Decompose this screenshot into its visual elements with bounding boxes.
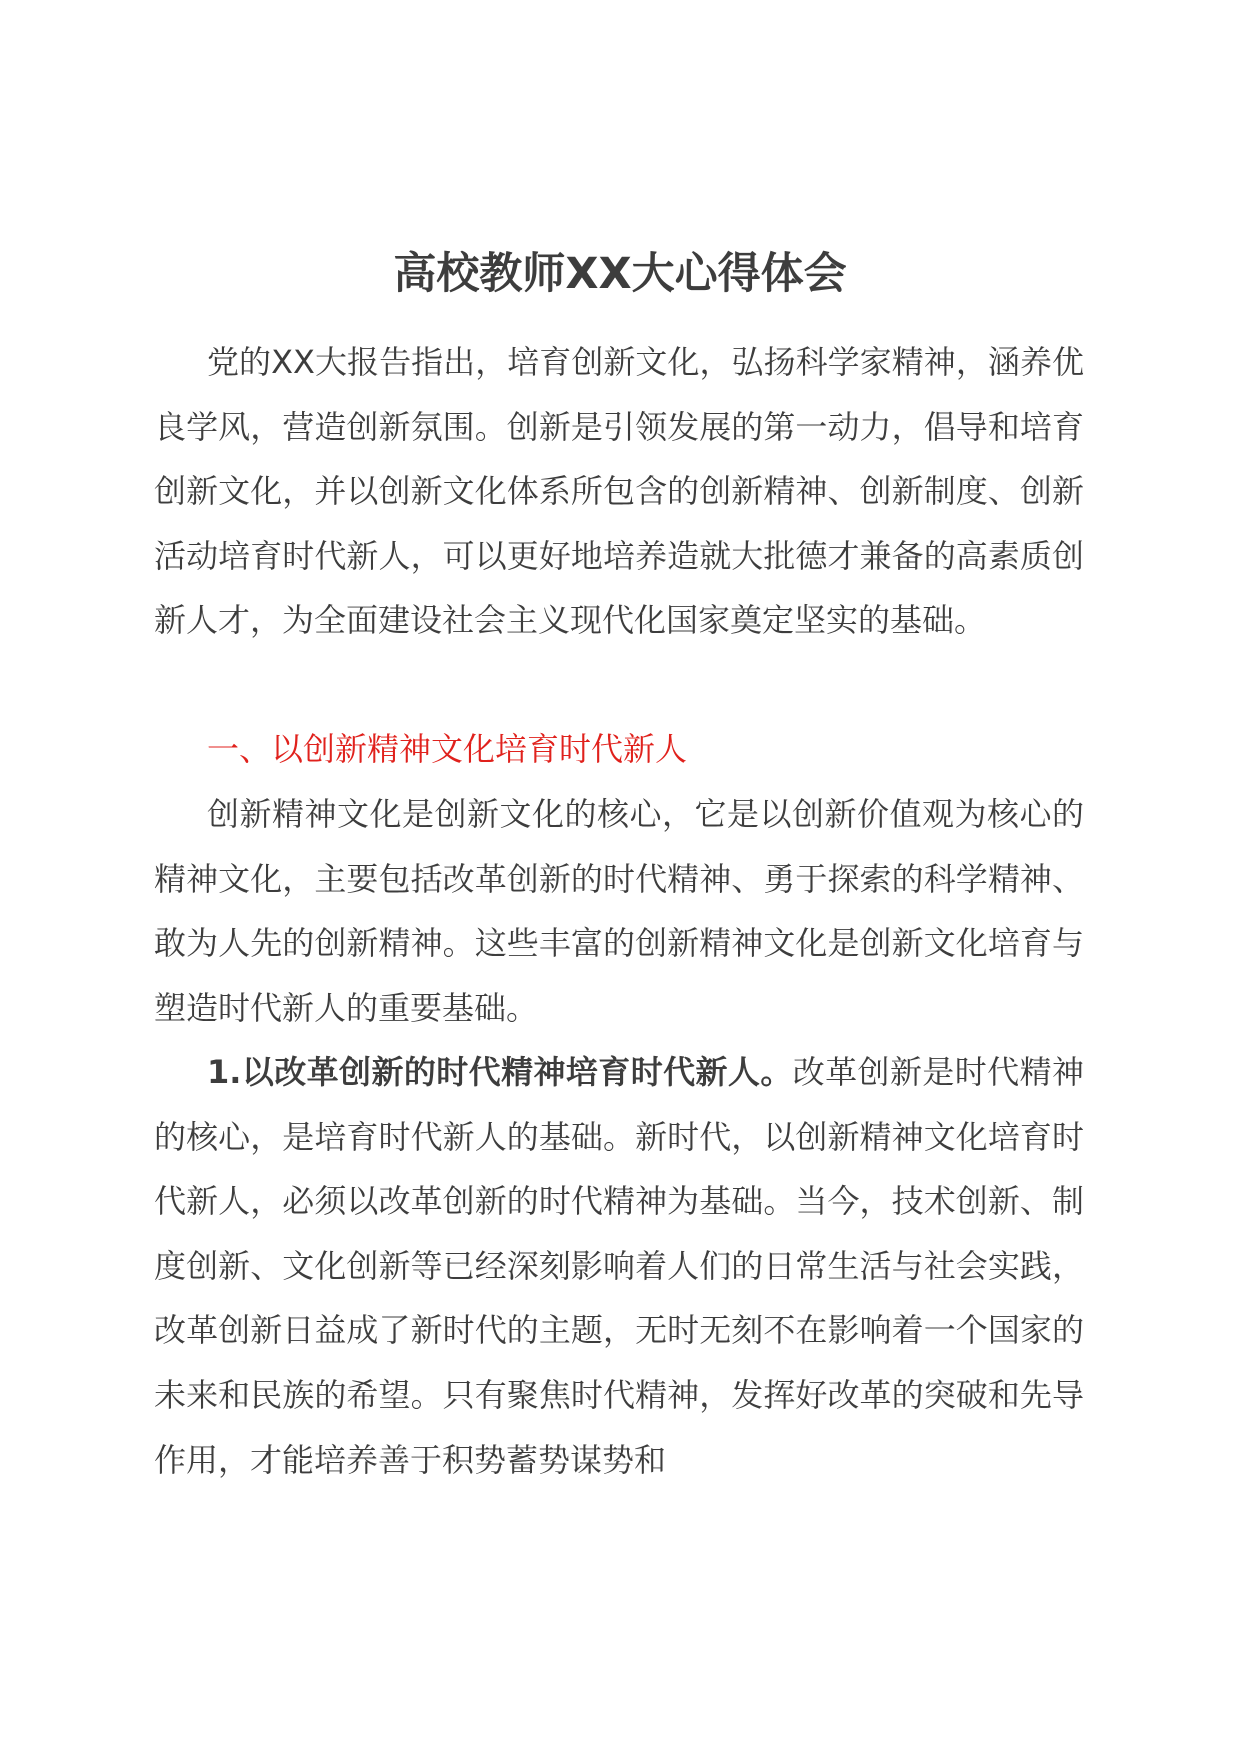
paragraph-reform-spirit <box>154 1040 1084 1492</box>
paragraph-intro: 党的XX大报告指出，培育创新文化，弘扬科学家精神，涵养优良学风，营造创新氛围。创新是引领发展的第一动力，倡导和培育创新文化，并以创新文化体系所包含的创新精神、创新制度、创新活动培育时代新人，可以更好地培养造就大批德才兼备的高素质创新人才，为全面建设社会主义现代化国家奠定坚实的基础。 <box>154 343 1084 640</box>
paragraph-body-text: 改革创新是时代精神的核心，是培育时代新人的基础。新时代，以创新精神文化培育时代新人，必须以改革创新的时代精神为基础。当今，技术创新、制度创新、文化创新等已经深刻影响着人们的日常生活与社会实践，改革创新日益成了新时代的主题，无时无刻不在影响着一个国家的未来和民族的希望。只有聚焦时代精神，发挥好改革的突破和先导作用，才能培养善于积势蓄势谋势和 <box>154 1053 1084 1479</box>
paragraph-innovation-spirit: 创新精神文化是创新文化的核心，它是以创新价值观为核心的精神文化，主要包括改革创新的时代精神、勇于探索的科学精神、敢为人先的创新精神。这些丰富的创新精神文化是创新文化培育与塑造时代新人的重要基础。 <box>154 795 1084 1027</box>
document-title: 高校教师XX大心得体会 <box>393 249 847 299</box>
section-heading: 一、以创新精神文化培育时代新人 <box>207 730 688 768</box>
paragraph-lead-bold: 1.以改革创新的时代精神培育时代新人。 <box>207 1053 793 1091</box>
